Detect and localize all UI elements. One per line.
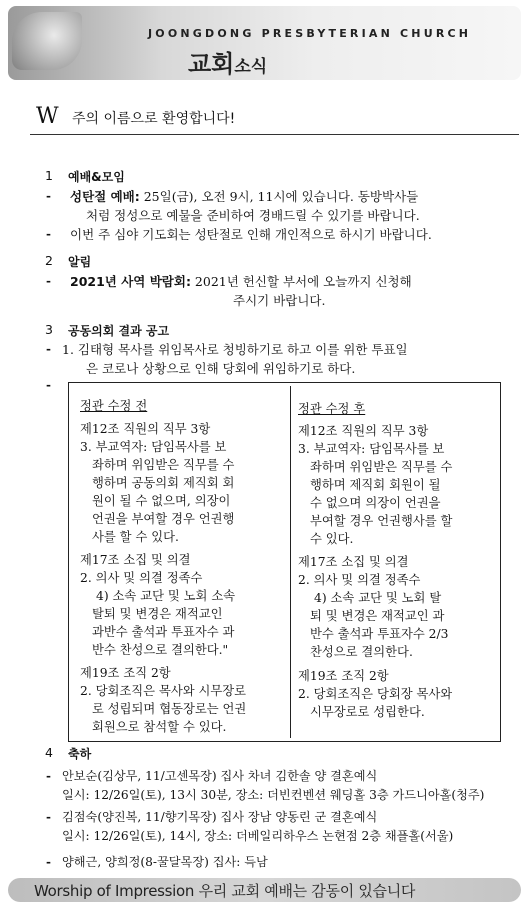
section-title: 예배&모임 [68, 170, 125, 184]
list-item: 성탄절 예배: 25일(금), 오전 9시, 11시에 있습니다. 동방박사들 [70, 189, 419, 204]
welcome-text: 주의 이름으로 환영합니다! [72, 111, 236, 127]
amendment-line: 3. 부교역자: 담임목사를 보 [298, 442, 445, 456]
praying-hands-image [12, 12, 82, 70]
amendment-line: 제12조 직원의 직무 3항 [80, 422, 211, 436]
amendment-line: 로 성립되며 협동장로는 언권 [92, 702, 247, 716]
amendment-line: 4) 소속 교단 및 노회 소속 [96, 589, 236, 603]
amendment-line: 찬성으로 결의한다. [310, 645, 413, 659]
amendment-line: 제12조 직원의 직무 3항 [298, 424, 429, 438]
bullet: - [46, 274, 51, 288]
table-divider [290, 386, 291, 738]
bullet: - [46, 855, 51, 869]
list-item-continued: 일시: 12/26일(토), 13시 30분, 장소: 더빈컨벤션 웨딩홀 3층 가드니아홀(청주) [62, 788, 485, 802]
list-item-continued: 일시: 12/26일(토), 14시, 장소: 더베일리하우스 논현점 2층 채플홀(서울) [62, 829, 454, 843]
bullet: - [46, 769, 51, 783]
section-number: 4 [45, 745, 53, 760]
list-item: 김점숙(양진복, 11/향기목장) 집사 장남 양동린 군 결혼예식 [62, 810, 378, 824]
welcome-initial: W [36, 104, 59, 129]
amendment-line: 시무장로로 성립한다. [310, 705, 425, 719]
amendment-line: 2. 의사 및 의결 정족수 [80, 571, 203, 585]
amendment-line: 반수 찬성으로 결의한다." [92, 643, 229, 657]
list-item: 양해근, 양희정(8-꿀달목장) 집사: 득남 [62, 855, 268, 869]
amendment-before-title: 정관 수정 전 [80, 399, 148, 413]
section-number: 2 [45, 253, 53, 268]
list-item-continued: 주시기 바랍니다. [233, 293, 326, 308]
amendment-line: 2. 의사 및 의결 정족수 [298, 573, 421, 587]
amendment-after-title: 정관 수정 후 [298, 402, 366, 416]
bulletin-title: 교회소식 [188, 50, 268, 78]
amendment-line: 반수 출석과 투표자수 2/3 [310, 627, 449, 641]
footer-slogan: Worship of Impression 우리 교회 예배는 감동이 있습니다 [34, 882, 416, 900]
amendment-line: 행하며 공동의회 제직회 회 [92, 476, 235, 490]
section-title: 알림 [68, 255, 92, 269]
amendment-line: 원이 될 수 없으며, 의장이 [92, 494, 231, 508]
divider [30, 134, 519, 135]
amendment-line: 4) 소속 교단 및 노회 탈 [314, 591, 442, 605]
list-item: 이번 주 심야 기도회는 성탄절로 인해 개인적으로 하시기 바랍니다. [70, 227, 432, 242]
amendment-line: 좌하며 위임받은 직무를 수 [310, 460, 453, 474]
amendment-line: 제17조 소집 및 의결 [298, 555, 409, 569]
section-title: 공동의회 결과 공고 [68, 324, 170, 338]
amendment-line: 과반수 출석과 투표자수 과 [92, 625, 235, 639]
amendment-line: 좌하며 위임받은 직무를 수 [92, 458, 235, 472]
amendment-line: 수 없으며 의장이 언권을 [310, 496, 441, 510]
section-number: 1 [45, 168, 53, 183]
list-item-continued: 은 코로나 상황으로 인해 당회에 위임하기로 하다. [86, 361, 356, 376]
amendment-line: 수 있다. [310, 532, 354, 546]
amendment-line: 퇴 및 변경은 재적교인 과 [310, 609, 445, 623]
amendment-line: 부여할 경우 언권행사를 할 [310, 514, 453, 528]
bullet: - [46, 810, 51, 824]
amendment-line: 3. 부교역자: 담임목사를 보 [80, 440, 227, 454]
bullet: - [46, 342, 51, 356]
bullet: - [46, 227, 51, 241]
section-number: 3 [45, 322, 53, 337]
amendment-line: 행하며 제직회 회원이 될 [310, 478, 441, 492]
amendment-line: 언권을 부여할 경우 언권행 [92, 512, 235, 526]
bullet: - [46, 189, 51, 203]
amendment-line: 회원으로 참석할 수 있다. [92, 720, 227, 734]
bullet: - [46, 378, 51, 392]
amendment-line: 2. 당회조직은 목사와 시무장로 [80, 684, 247, 698]
amendment-line: 제17조 소집 및 의결 [80, 553, 191, 567]
list-item: 2021년 사역 박람회: 2021년 헌신할 부서에 오늘까지 신청해 [70, 274, 412, 289]
list-item: 1. 김태형 목사를 위임목사로 청빙하기로 하고 이를 위한 투표일 [62, 342, 408, 357]
amendment-line: 2. 당회조직은 당회장 목사와 [298, 687, 453, 701]
amendment-line: 탈퇴 및 변경은 재적교인 [92, 607, 223, 621]
amendment-line: 제19조 조직 2항 [80, 666, 171, 680]
amendment-line: 사를 할 수 있다. [92, 530, 179, 544]
list-item-continued: 처럼 정성으로 예물을 준비하여 경배드릴 수 있기를 바랍니다. [86, 208, 420, 223]
list-item: 안보순(김상무, 11/고센목장) 집사 차녀 김한솔 양 결혼예식 [62, 769, 378, 783]
section-title: 축하 [68, 747, 92, 761]
church-name: JOONGDONG PRESBYTERIAN CHURCH [148, 27, 472, 40]
amendment-line: 제19조 조직 2항 [298, 669, 389, 683]
